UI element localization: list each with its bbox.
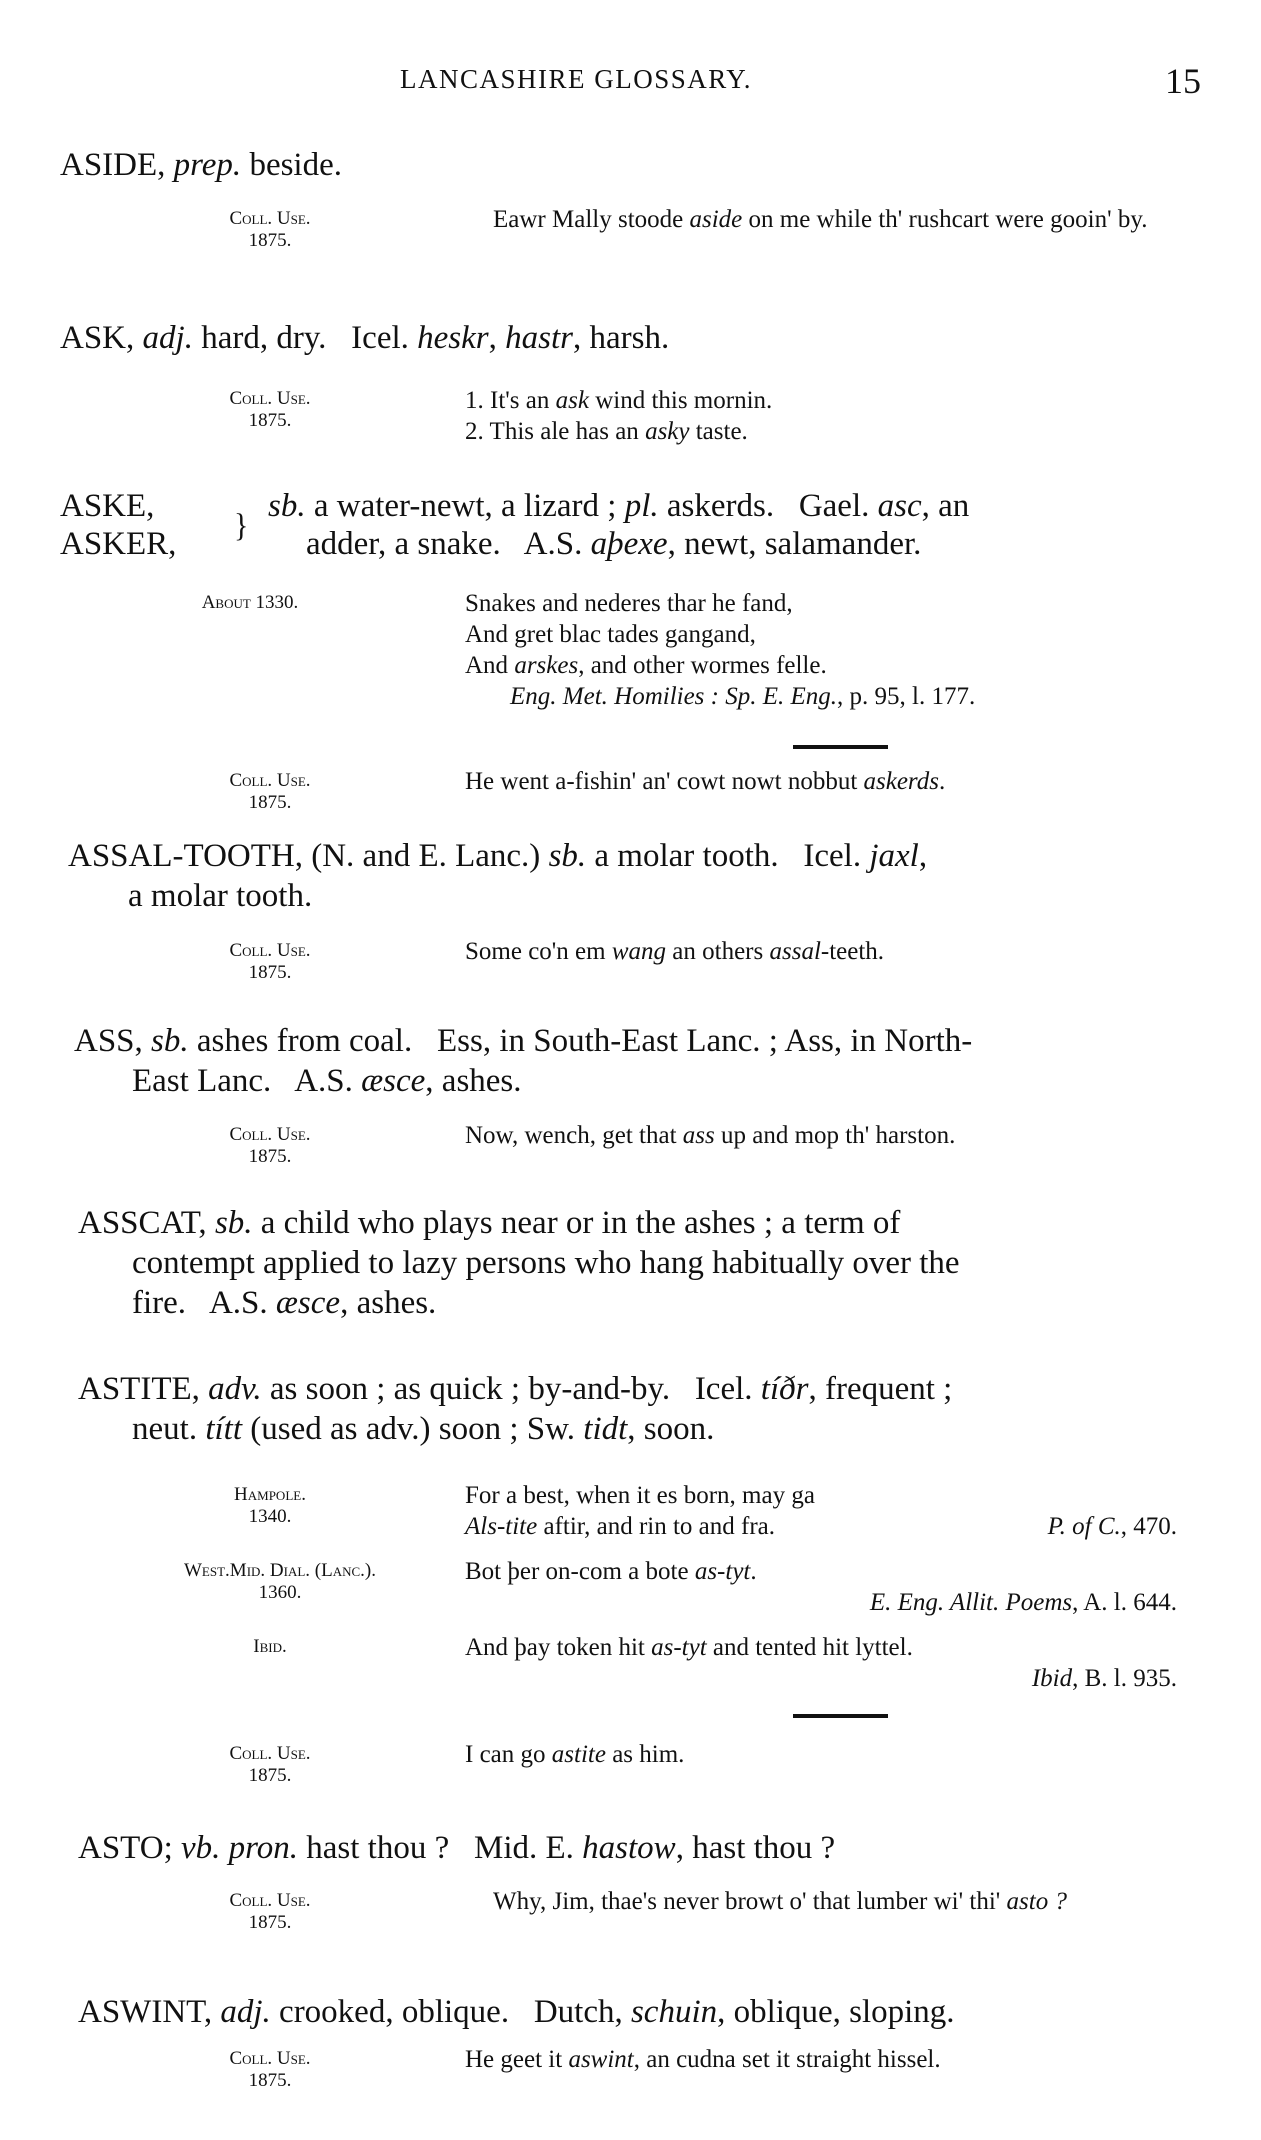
page-number: 15 xyxy=(1165,61,1201,101)
section-rule xyxy=(793,745,888,749)
quotation: I can go astite as him. xyxy=(465,1741,685,1768)
definition: sb. a water-newt, a lizard ; pl. askerds. Gael. asc, an adder, a snake. A.S. aþexe, newt, salamander. xyxy=(268,488,970,562)
quote-label: Coll. Use. 1875. xyxy=(229,1124,311,1167)
quotation: For a best, when it es born, may ga Als-tite aftir, and rin to and fra. P. of C., 470. xyxy=(465,1482,1177,1540)
entry-astite: ASTITE, adv. as soon ; as quick ; by-and-by. Icel. tíðr, frequent ; neut. títt (used as adv.) soon ; Sw. tidt, soon. xyxy=(78,1371,953,1447)
pos: prep. xyxy=(173,147,242,183)
quotation: Snakes and nederes thar he fand, And gret blac tades gangand, And arskes, and other wormes felle. Eng. Met. Homilies : Sp. E. Eng., p. 95, l. 177. xyxy=(465,590,976,710)
entry-aside-headline xyxy=(60,145,342,185)
entry-aswint: ASWINT, adj. crooked, oblique. Dutch, schuin, oblique, sloping. xyxy=(78,1994,955,2030)
quotation: 1. It's an ask wind this mornin. 2. This ale has an asky taste. xyxy=(465,387,773,445)
definition: beside. xyxy=(241,147,342,183)
quotation: He geet it aswint, an cudna set it straight hissel. xyxy=(465,2046,941,2073)
quote-label: West.Mid. Dial. (Lanc.). 1360. xyxy=(184,1560,376,1603)
quote-label: Coll. Use. 1875. xyxy=(229,1743,311,1786)
quotation: Eawr Mally stoode aside on me while th' rushcart were gooin' by. xyxy=(493,206,1148,233)
quote-label: About 1330. xyxy=(201,592,299,613)
quotation: And þay token hit as-tyt and tented hit lyttel. Ibid, B. l. 935. xyxy=(465,1634,1177,1692)
quote-label: Hampole. 1340. xyxy=(234,1484,306,1527)
brace: } xyxy=(234,507,249,544)
quote-label: Coll. Use. 1875. xyxy=(229,388,311,431)
quote-label: Coll. Use. 1875. xyxy=(229,770,311,813)
quotation: Bot þer on-com a bote as-tyt. E. Eng. Allit. Poems, A. l. 644. xyxy=(465,1558,1177,1616)
quotation: He went a-fishin' an' cowt nowt nobbut askerds. xyxy=(465,768,946,795)
headword: ASIDE, xyxy=(60,147,166,183)
quote-label: Coll. Use. 1875. xyxy=(229,940,311,983)
entry-asscat: ASSCAT, sb. a child who plays near or in the ashes ; a term of contempt applied to lazy persons who hang habitually over the fire. A.S. æsce, ashes. xyxy=(78,1205,960,1321)
entry-asto: ASTO; vb. pron. hast thou ? Mid. E. hastow, hast thou ? xyxy=(78,1830,836,1866)
headwords-aske: ASKE, ASKER, xyxy=(60,488,177,562)
quote-label: Coll. Use. 1875. xyxy=(229,2048,311,2091)
quotation: Why, Jim, thae's never browt o' that lumber wi' thi' asto ? xyxy=(493,1888,1067,1915)
quote-label: Coll. Use. 1875. xyxy=(229,208,311,251)
quotation: Now, wench, get that ass up and mop th' harston. xyxy=(465,1122,956,1149)
entry-ass: ASS, sb. ashes from coal. Ess, in South-East Lanc. ; Ass, in North- East Lanc. A.S. æsce, ashes. xyxy=(74,1023,973,1099)
entry-ask-headline: ASK, adj. hard, dry. Icel. heskr, hastr, harsh. xyxy=(60,320,670,356)
quote-label: Coll. Use. 1875. xyxy=(229,1890,311,1933)
quotation: Some co'n em wang an others assal-teeth. xyxy=(465,938,885,965)
running-title: LANCASHIRE GLOSSARY. xyxy=(400,64,753,94)
quote-label: Ibid. xyxy=(253,1636,287,1657)
entry-assal-tooth: ASSAL-TOOTH, (N. and E. Lanc.) sb. a molar tooth. Icel. jaxl, a molar tooth. xyxy=(68,838,928,914)
section-rule xyxy=(793,1714,888,1718)
